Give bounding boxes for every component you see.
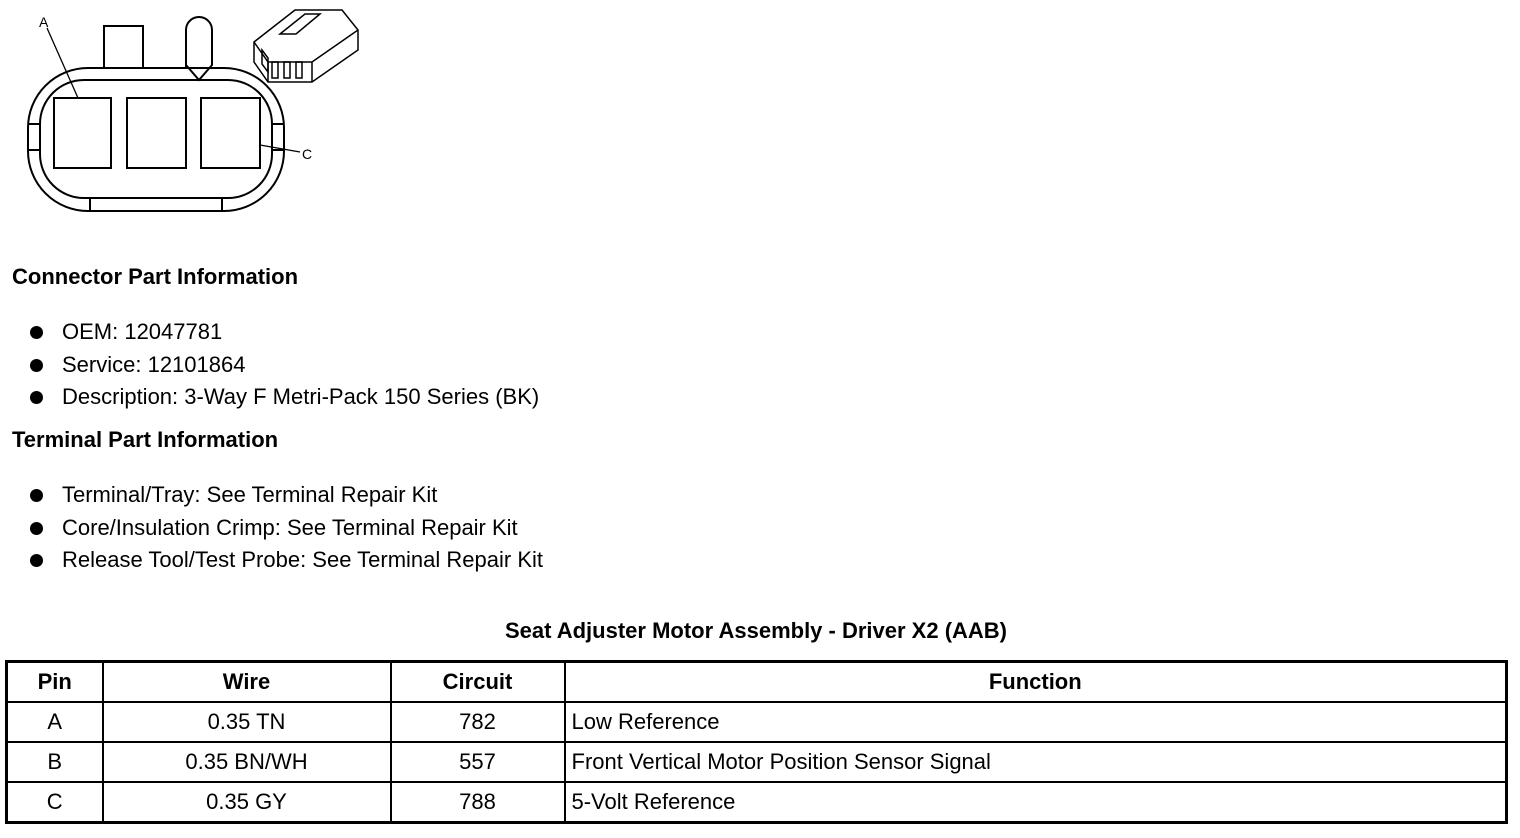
table-header-row [7, 662, 1507, 703]
list-item [28, 544, 543, 577]
function-cell: Low Reference [565, 702, 1507, 742]
bullet-icon [30, 554, 43, 567]
wire-cell: 0.35 TN [103, 702, 391, 742]
bullet-icon [30, 326, 43, 339]
column-header-function: Function [565, 662, 1507, 703]
cavity-b [127, 98, 186, 168]
list-item [28, 316, 539, 349]
terminal-part-info-heading: Terminal Part Information [12, 427, 279, 452]
list-item-text: Description: 3-Way F Metri-Pack 150 Series (BK) [62, 384, 540, 410]
column-header-circuit: Circuit [391, 662, 565, 703]
circuit-cell: 782 [391, 702, 565, 742]
pin-table [5, 660, 1508, 824]
function-cell: 5-Volt Reference [565, 782, 1507, 823]
list-item [28, 512, 543, 545]
connector-outer-shell [28, 68, 284, 211]
connector-iso-thumbnail [254, 10, 358, 82]
cavity-label-c: C [302, 146, 313, 162]
list-item-text: Core/Insulation Crimp: See Terminal Repair Kit [62, 514, 518, 540]
pin-cell: B [7, 742, 103, 782]
bullet-icon [30, 489, 43, 502]
circuit-cell: 557 [391, 742, 565, 782]
list-item-text: Service: 12101864 [62, 351, 246, 377]
list-item [28, 479, 543, 512]
table-row [7, 742, 1507, 782]
list-item-text: Terminal/Tray: See Terminal Repair Kit [62, 482, 438, 507]
list-item [28, 381, 539, 414]
bullet-icon [30, 522, 43, 535]
list-item [28, 349, 539, 382]
terminal-part-info-list [28, 479, 543, 577]
table-row [7, 782, 1507, 823]
connector-part-info-heading: Connector Part Information [12, 264, 299, 289]
column-header-wire: Wire [103, 662, 391, 703]
table-row [7, 702, 1507, 742]
column-header-pin: Pin [7, 662, 103, 703]
pin-cell: C [7, 782, 103, 823]
list-item-text: OEM: 12047781 [62, 319, 223, 344]
cavity-c [201, 98, 260, 168]
connector-key [186, 17, 212, 80]
bullet-icon [30, 391, 43, 404]
wire-cell: 0.35 GY [103, 782, 391, 823]
wire-cell: 0.35 BN/WH [103, 742, 391, 782]
cavity-a [54, 98, 111, 168]
pin-cell: A [7, 702, 103, 742]
connector-part-info-list [28, 316, 539, 414]
function-cell: Front Vertical Motor Position Sensor Signal [565, 742, 1507, 782]
bullet-icon [30, 359, 43, 372]
cavity-label-a: A [39, 14, 49, 30]
circuit-cell: 788 [391, 782, 565, 823]
connector-latch-tab [104, 26, 143, 69]
list-item-text: Release Tool/Test Probe: See Terminal Repair Kit [62, 547, 543, 573]
pin-table-title: Seat Adjuster Motor Assembly - Driver X2 (AAB) [504, 618, 1008, 643]
connector-diagram [0, 0, 380, 220]
